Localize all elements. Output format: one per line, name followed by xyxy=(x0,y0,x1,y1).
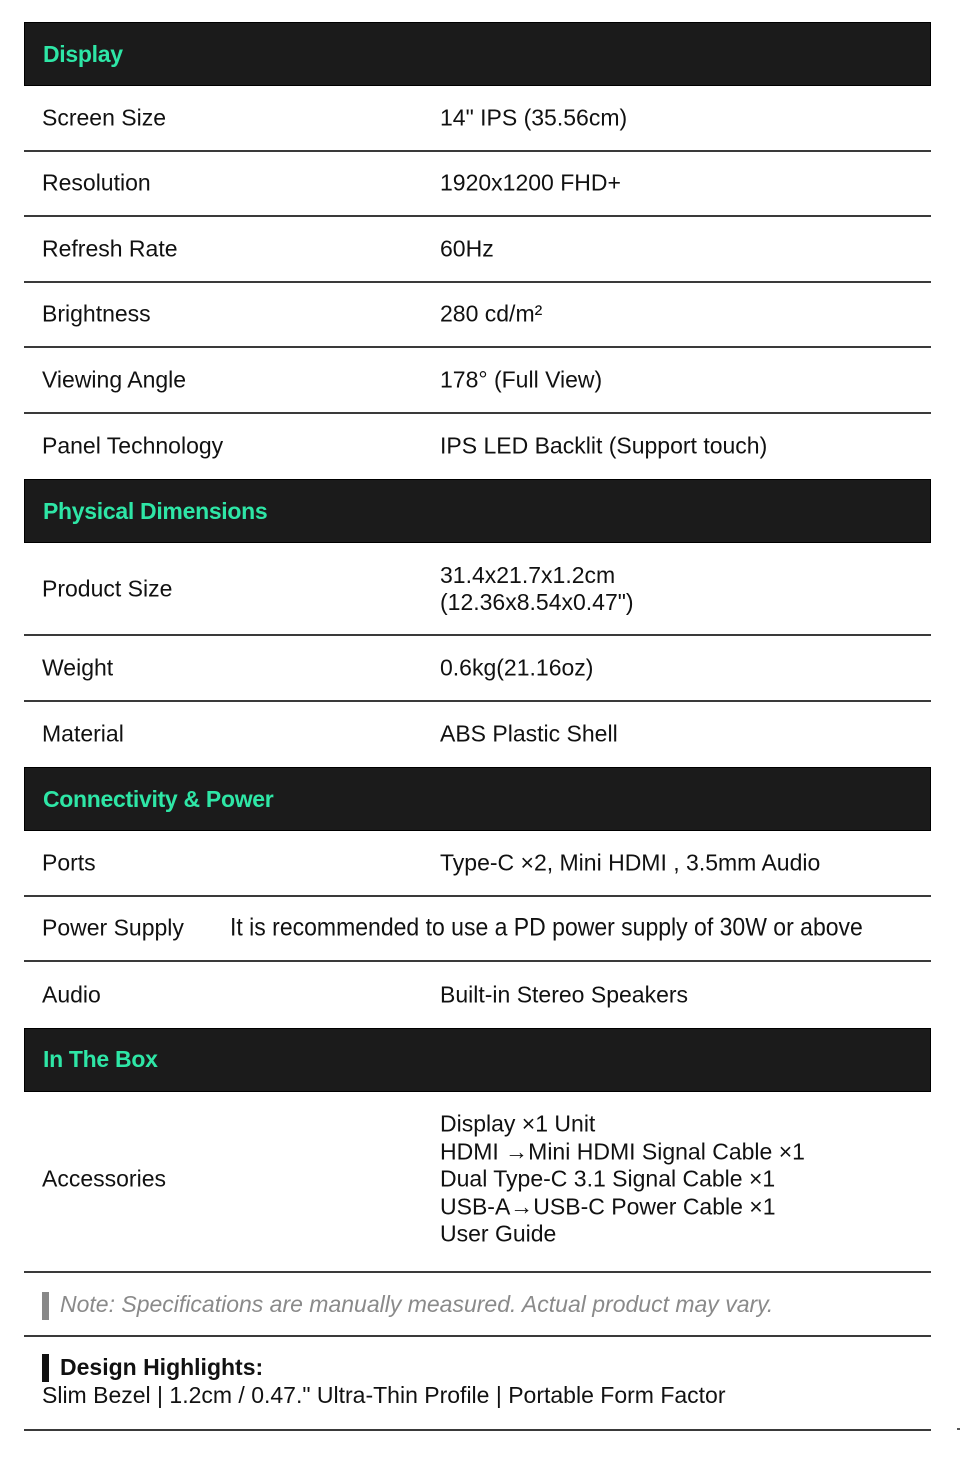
section-title: Physical Dimensions xyxy=(43,497,268,524)
spec-value: 14" IPS (35.56cm) xyxy=(440,104,628,131)
spec-label: Ports xyxy=(42,849,96,876)
spec-value xyxy=(440,562,634,616)
accessory-item: HDMI →Mini HDMI Signal Cable ×1 xyxy=(440,1137,805,1164)
spec-value: 1920x1200 FHD+ xyxy=(440,169,621,196)
spec-row-brightness xyxy=(24,283,931,349)
spec-row-ports xyxy=(24,831,931,897)
accessory-item: USB-A→USB-C Power Cable ×1 xyxy=(440,1192,776,1219)
spec-value: Type-C ×2, Mini HDMI , 3.5mm Audio xyxy=(440,849,821,876)
spec-row-weight xyxy=(24,636,931,702)
note-text: Note: Specifications are manually measured. Actual product may vary. xyxy=(60,1291,774,1317)
section-header-connectivity-power xyxy=(24,767,931,831)
accessory-item: Dual Type-C 3.1 Signal Cable ×1 xyxy=(440,1165,776,1192)
note-marker-icon xyxy=(42,1292,49,1320)
highlight-marker-icon xyxy=(42,1354,49,1382)
spec-label: Audio xyxy=(42,981,101,1008)
spec-label: Weight xyxy=(42,654,114,681)
spec-label: Viewing Angle xyxy=(42,366,187,393)
section-title: Connectivity & Power xyxy=(43,785,274,812)
spec-value: IPS LED Backlit (Support touch) xyxy=(440,432,768,459)
spec-label: Material xyxy=(42,720,124,747)
spec-value: 60Hz xyxy=(440,235,494,262)
note-block xyxy=(24,1271,931,1337)
spec-row-material xyxy=(24,702,931,768)
spec-row-resolution xyxy=(24,152,931,218)
spec-label: Resolution xyxy=(42,169,151,196)
spec-row-refresh-rate xyxy=(24,217,931,283)
spec-label: Brightness xyxy=(42,300,151,327)
highlights-title: Design Highlights: xyxy=(60,1354,264,1380)
design-highlights xyxy=(24,1337,931,1431)
spec-value-line: 31.4x21.7x1.2cm xyxy=(440,561,616,588)
spec-label: Screen Size xyxy=(42,104,167,131)
accessory-item: Display ×1 Unit xyxy=(440,1110,596,1137)
spec-label: Power Supply xyxy=(42,914,184,941)
spec-row-power-supply xyxy=(24,897,931,963)
highlights-text: Slim Bezel | 1.2cm / 0.47." Ultra-Thin Profile | Portable Form Factor xyxy=(42,1382,726,1408)
spec-row-product-size xyxy=(24,543,931,636)
spec-value: ABS Plastic Shell xyxy=(440,720,618,747)
spec-table xyxy=(24,22,931,1267)
accessory-item: User Guide xyxy=(440,1220,557,1247)
spec-label: Refresh Rate xyxy=(42,235,178,262)
spec-label: Panel Technology xyxy=(42,432,224,459)
section-header-display xyxy=(24,22,931,86)
spec-row-screen-size xyxy=(24,86,931,152)
spec-value-line: (12.36x8.54x0.47") xyxy=(440,588,634,615)
spec-row-panel-technology xyxy=(24,414,931,480)
spec-label: Accessories xyxy=(42,1165,166,1192)
section-title: Display xyxy=(43,40,123,67)
spec-value: 178° (Full View) xyxy=(440,366,603,393)
spec-value: Built-in Stereo Speakers xyxy=(440,981,689,1008)
spec-value: 0.6kg(21.16oz) xyxy=(440,654,594,681)
section-header-in-the-box xyxy=(24,1028,931,1092)
spec-value xyxy=(440,1110,805,1248)
section-title: In The Box xyxy=(43,1046,158,1072)
spec-row-accessories xyxy=(24,1092,931,1267)
spec-value: 280 cd/m² xyxy=(440,300,543,327)
spec-row-audio xyxy=(24,962,931,1028)
spec-value: It is recommended to use a PD power supply of 30W or above xyxy=(230,913,863,942)
section-header-physical-dimensions xyxy=(24,479,931,543)
spec-row-viewing-angle xyxy=(24,348,931,414)
spec-label: Product Size xyxy=(42,575,173,601)
